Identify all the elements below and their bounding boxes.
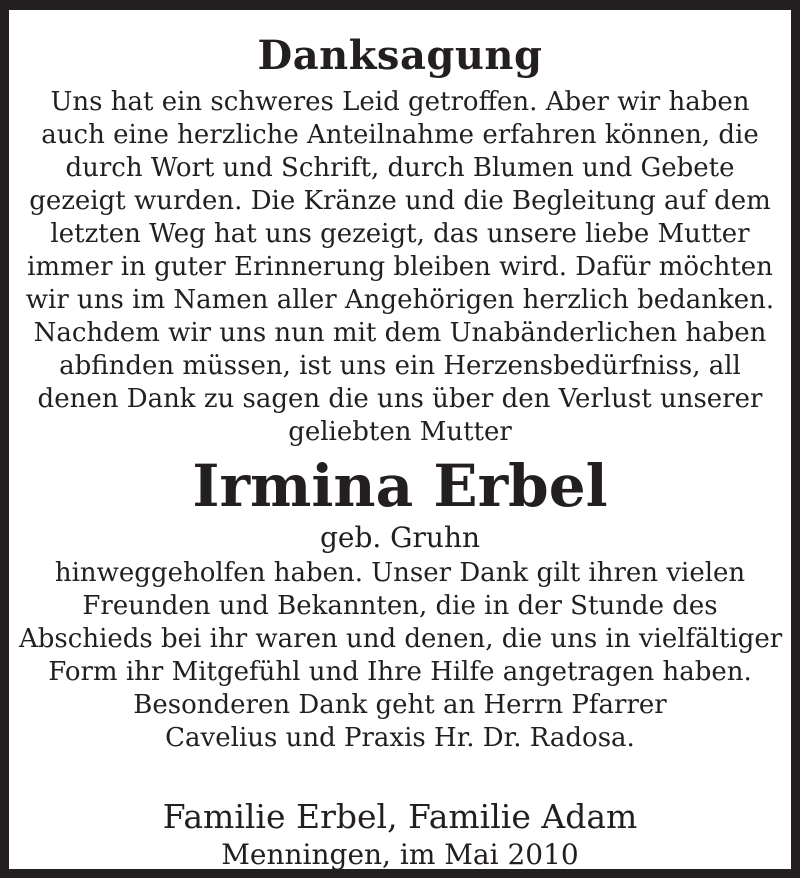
text-line: Abschieds bei ihr waren und denen, die uns in vielfältiger: [19, 624, 783, 654]
text-line: durch Wort und Schrift, durch Blumen und Gebete: [65, 153, 735, 183]
text-line: Cavelius und Praxis Hr. Dr. Radosa.: [165, 723, 635, 753]
intro-paragraph: [19, 86, 781, 449]
text-line: abfinden müssen, ist uns ein Herzensbedürfniss, all: [59, 351, 741, 381]
maiden-name: geb. Gruhn: [319, 521, 481, 554]
text-line: Nachdem wir uns nun mit dem Unabänderlichen haben: [33, 318, 767, 348]
text-line: gezeigt wurden. Die Kränze und die Begleitung auf dem: [29, 186, 771, 216]
text-line: letzten Weg hat uns gezeigt, das unsere liebe Mutter: [50, 219, 750, 249]
text-line: Freunden und Bekannten, die in der Stunde des: [82, 591, 718, 621]
family-signature: Familie Erbel, Familie Adam: [162, 797, 638, 836]
text-line: wir uns im Namen aller Angehörigen herzlich bedanken.: [25, 285, 775, 315]
deceased-name: Irmina Erbel: [192, 452, 608, 520]
notice-content: [9, 10, 791, 869]
text-line: Uns hat ein schweres Leid getroffen. Aber wir haben: [50, 87, 750, 117]
text-line: Form ihr Mitgefühl und Ihre Hilfe angetragen haben.: [48, 657, 752, 687]
text-line: denen Dank zu sagen die uns über den Verlust unserer: [37, 384, 763, 414]
notice-title: Danksagung: [257, 32, 543, 79]
text-line: hinweggeholfen haben. Unser Dank gilt ihren vielen: [54, 558, 746, 588]
text-line: Besonderen Dank geht an Herrn Pfarrer: [133, 690, 667, 720]
text-line: immer in guter Erinnerung bleiben wird. Dafür möchten: [27, 252, 773, 282]
thanks-paragraph: [19, 557, 781, 755]
text-line: geliebten Mutter: [288, 417, 512, 447]
text-line: auch eine herzliche Anteilnahme erfahren können, die: [41, 120, 759, 150]
place-and-date: Menningen, im Mai 2010: [221, 838, 579, 871]
